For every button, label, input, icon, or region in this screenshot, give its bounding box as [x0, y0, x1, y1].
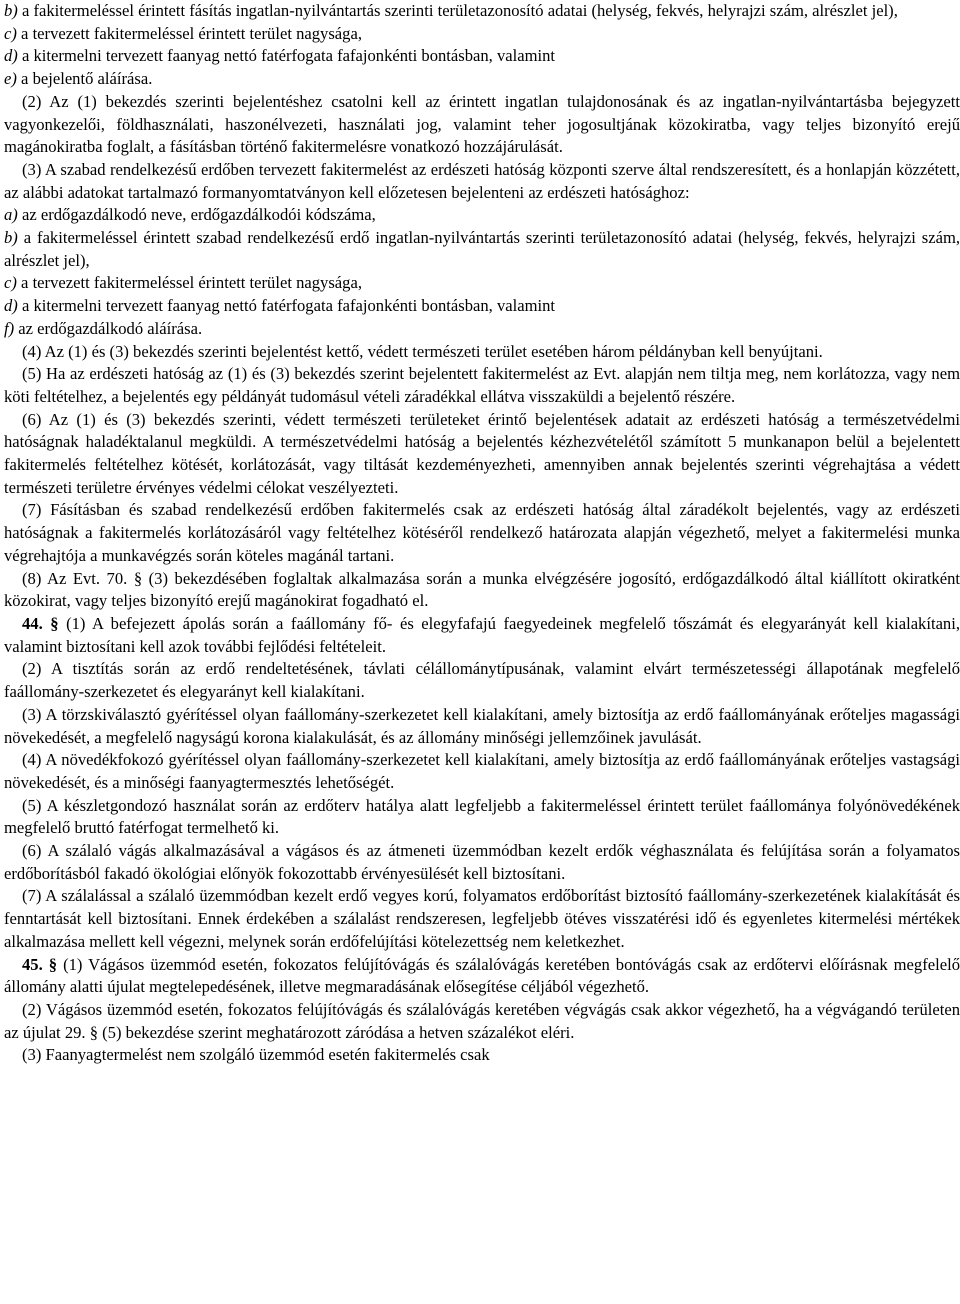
- list3-item-a: [4, 204, 960, 227]
- section-45-paragraph-2: (2) Vágásos üzemmód esetén, fokozatos felújítóvágás és szálalóvágás keretében végvágás csak akkor végezhető, ha a végvágandó területen az újulat 29. § (5) bekezdése szerint meghatározott záródása a hetven százalékot eléri.: [4, 999, 960, 1042]
- paragraph-6: (6) Az (1) és (3) bekezdés szerinti, védett természeti területeket érintő bejelentések adatait az erdészeti hatóság a természetvédelmi hatóságnak haladéktalanul megküldi. A természetvédelmi hatóság a bejelentés kézhezvételétől számított 5 munkanapon belül a bejelentett fakitermelés feltételhez kötését, korlátozását, vagy tiltását kezdeményezheti, amennyiben annak bejelentés szerinti végrehajtása a védett természeti területre érvényes védelmi célokat veszélyezteti.: [4, 409, 960, 497]
- item-label: d): [4, 46, 18, 66]
- section-number: 45.: [22, 954, 43, 974]
- list-item-b: [4, 0, 960, 23]
- section-44-paragraph-4: (4) A növedékfokozó gyérítéssel olyan faállomány-szerkezetet kell kialakítani, amely biztosítja az erdő faállományának erőteljes vastagsági növekedését, és a minőségi faanyagtermesztés lehetőségét.: [4, 750, 960, 792]
- item-label: a): [4, 205, 18, 225]
- item-label: b): [4, 1, 18, 20]
- section-44-paragraph-1: [4, 613, 960, 658]
- item-label: c): [4, 273, 17, 293]
- paragraph-text: (1) A befejezett ápolás során a faállomány fő- és elegyfafajú faegyedeinek megfelelő tőszámát és elegyarányát kell kialakítani, valamint biztosítani kell azok további fejlődési feltételeit.: [4, 613, 960, 656]
- list-item-d: [4, 45, 960, 68]
- item-text: a bejelentő aláírása.: [16, 69, 153, 89]
- item-label: e): [4, 69, 17, 89]
- list3-item-d: [4, 295, 960, 318]
- paragraph-4: (4) Az (1) és (3) bekezdés szerinti bejelentést kettő, védett természeti terület esetében három példányban kell benyújtani.: [22, 341, 823, 361]
- item-label: c): [4, 23, 17, 43]
- list3-item-f: [4, 318, 960, 341]
- paragraph-3: (3) A szabad rendelkezésű erdőben tervezett fakitermelést az erdészeti hatóság központi szerve által rendszeresített, és a honlapján közzétett, az alábbi adatokat tartalmazó formanyomtatványon kell előzetesen bejelenteni az erdészeti hatósághoz:: [4, 159, 960, 202]
- paragraph-7: (7) Fásításban és szabad rendelkezésű erdőben fakitermelés csak az erdészeti hatóság által záradékolt bejelentés, vagy az erdészeti hatóságnak a fakitermelés korlátozásáról vagy feltételhez kötéséről rendelkező határozata alapján végezhető, melyet a fakitermelési munka végrehajtója a munkavégzés során köteles magánál tartani.: [4, 500, 960, 565]
- section-44-paragraph-3: (3) A törzskiválasztó gyérítéssel olyan faállomány-szerkezetet kell kialakítani, amely biztosítja az erdő faállományának erőteljes magassági növekedését, a megfelelő nagyságú korona kialakulását, és az állomány minőségi jellemzőinek javulását.: [4, 704, 960, 747]
- paragraph-2: (2) Az (1) bekezdés szerinti bejelentéshez csatolni kell az érintett ingatlan tulajdonosának és az ingatlan-nyilvántartásba bejegyzett vagyonkezelői, földhasználati, haszonélvezeti, használati jog, valamint teher jogosultjának közokiratba, vagy teljes bizonyító erejű magánokiratba foglalt, a fásításban történő fakitermelésre vonatkozó hozzájárulását.: [4, 91, 960, 157]
- item-text: a tervezett fakitermeléssel érintett terület nagysága,: [16, 273, 362, 293]
- section-45-paragraph-3: (3) Faanyagtermelést nem szolgáló üzemmód esetén fakitermelés csak: [22, 1045, 490, 1065]
- paragraph-8: (8) Az Evt. 70. § (3) bekezdésében foglaltak alkalmazása során a munka elvégzésére jogosító, erdőgazdálkodó által kiállított okiratként közokirat, vagy teljes bizonyító erejű magánokirat fogadható el.: [4, 568, 960, 611]
- section-44-paragraph-5: (5) A készletgondozó használat során az erdőterv hatálya alatt legfeljebb a fakitermeléssel érintett terület faállománya folyónövedékének megfelelő bruttó fatérfogat termelhető ki.: [4, 795, 960, 838]
- section-44-paragraph-6: (6) A szálaló vágás alkalmazásával a vágásos és az átmeneti üzemmódban kezelt erdők véghasználata és felújítása során a folyamatos erdőborításból fakadó ökológiai előnyök fokozottabb érvényesülését kell biztosítani.: [4, 841, 960, 883]
- paragraph-5: (5) Ha az erdészeti hatóság az (1) és (3) bekezdés szerint bejelentett fakitermelést az Evt. alapján nem tiltja meg, nem korlátozza, vagy nem köti feltételhez, a bejelentés egy példányát tudomásul vételi záradékkal ellátva visszaküldi a bejelentő részére.: [4, 364, 960, 406]
- item-text: a kitermelni tervezett faanyag nettó fatérfogata fafajonkénti bontásban, valamint: [17, 296, 556, 316]
- section-number: 44.: [22, 613, 43, 633]
- item-text: az erdőgazdálkodó neve, erdőgazdálkodói kódszáma,: [17, 205, 376, 225]
- item-label: b): [4, 228, 18, 248]
- list-item-c: [4, 23, 960, 46]
- section-sign: §: [50, 613, 59, 633]
- section-44-paragraph-2: (2) A tisztítás során az erdő rendeltetésének, távlati célállománytípusának, valamint elvárt természetességi állapotának megfelelő faállomány-szerkezetet és elegyarányt kell kialakítani.: [4, 659, 960, 702]
- list-item-e: [4, 68, 960, 91]
- item-label: d): [4, 296, 18, 316]
- section-44-paragraph-7: (7) A szálalással a szálaló üzemmódban kezelt erdő vegyes korú, folyamatos erdőborítást biztosító faállomány-szerkezetének kialakítását és fenntartását kell biztosítani. Ennek érdekében a szálalást rendszeresen, legfeljebb ötéves visszatérési idő és egyenletes kitermelési mértékek alkalmazása mellett kell végezni, melynek során erdőfelújítási kötelezettség nem keletkezhet.: [4, 886, 960, 951]
- paragraph-text: (1) Vágásos üzemmód esetén, fokozatos felújítóvágás és szálalóvágás keretében bontóvágás csak az erdőtervi előírásnak megfelelő állomány alatti újulat megtelepedésének, illetve megmaradásának elősegítése céljából végezhető.: [4, 954, 960, 997]
- item-text: a tervezett fakitermeléssel érintett terület nagysága,: [16, 23, 362, 43]
- section-sign: §: [48, 954, 58, 974]
- item-text: a kitermelni tervezett faanyag nettó fatérfogata fafajonkénti bontásban, valamint: [17, 46, 556, 66]
- list3-item-c: [4, 272, 960, 295]
- item-text: a fakitermeléssel érintett szabad rendelkezésű erdő ingatlan-nyilvántartás szerinti területazonosító adatai (helység, fekvés, helyrajzi szám, alrészlet jel),: [4, 228, 960, 270]
- section-45-paragraph-1: [4, 954, 960, 999]
- list3-item-b: [4, 227, 960, 272]
- item-label: f): [4, 318, 15, 338]
- item-text: az erdőgazdálkodó aláírása.: [14, 318, 203, 338]
- item-text: a fakitermeléssel érintett fásítás ingatlan-nyilvántartás szerinti területazonosító adatai (helység, fekvés, helyrajzi szám, alrészlet jel),: [17, 1, 898, 20]
